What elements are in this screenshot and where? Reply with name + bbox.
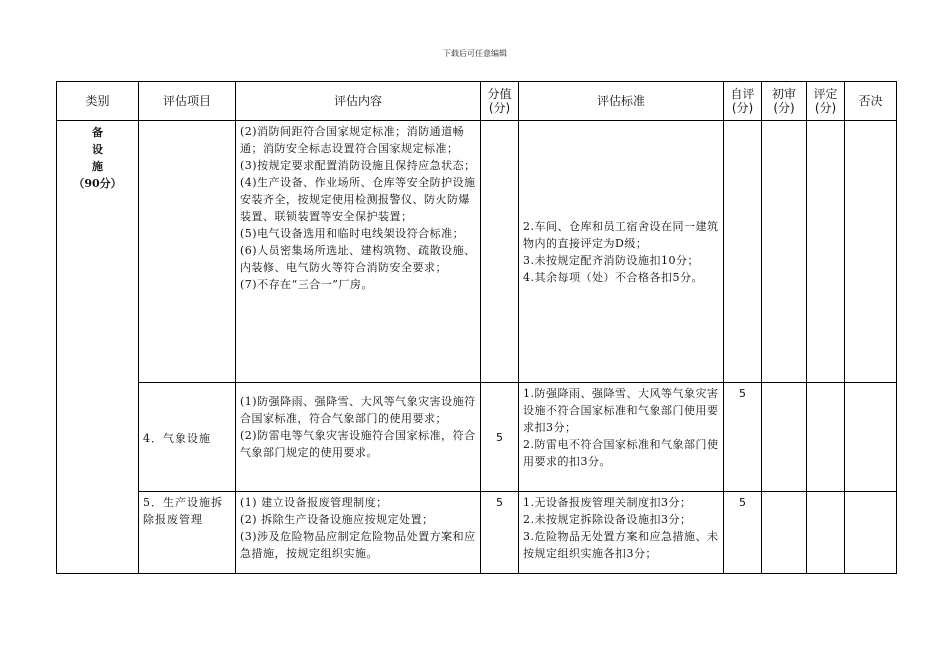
standard-cell [519,383,724,492]
standard-line: 4.其余每项（处）不合格各扣5分。 [523,270,703,284]
final-score-cell [807,492,845,574]
self-score-cell [724,121,762,383]
content-line: (1) 建立设备报废管理制度； [240,496,388,509]
item-cell: 5．生产设施拆除报废管理 [139,492,236,574]
header-self [724,82,762,121]
item-cell [139,121,236,383]
content-line: (3)按规定要求配置消防设施且保持应急状态； [240,159,476,172]
score-cell: 5 [481,492,519,574]
standard-line: 1.无设备报废管理关制度扣3分； [523,496,692,509]
standard-line: 3.未按规定配齐消防设施扣10分； [523,253,699,267]
header-standard: 评估标准 [519,82,724,121]
header-self-line2: (分) [731,101,754,115]
table-row [57,492,897,574]
content-cell [236,383,481,492]
content-line: (2) 拆除生产设备设施应按规定处置； [240,513,434,526]
category-line2: 设 [92,143,103,156]
final-score-cell [807,383,845,492]
header-initial-line1: 初审 [771,87,796,101]
header-self-line1: 自评 [730,87,755,101]
content-cell [236,492,481,574]
standard-line: 3.危险物品无处置方案和应急措施、未按规定组织实施各扣3分； [523,530,719,560]
veto-cell [845,492,897,574]
initial-score-cell [762,383,807,492]
content-line: (2)防雷电等气象灾害设施符合国家标准，符合气象部门规定的使用要求。 [240,429,476,459]
page-header-note: 下载后可任意编辑 [443,49,507,58]
header-initial [762,82,807,121]
content-cell [236,121,481,383]
header-item: 评估项目 [139,82,236,121]
category-line3: 施 [92,160,103,173]
content-line: (3)涉及危险物品应制定危险物品处置方案和应急措施，按规定组织实施。 [240,530,476,560]
score-cell [481,121,519,383]
content-line: (2)消防间距符合国家规定标准；消防通道畅通；消防安全标志设置符合国家规定标准； [240,125,465,155]
assessment-table [56,81,897,574]
self-score-cell: 5 [724,383,762,492]
category-line4: （90分） [73,177,122,190]
table-row [57,383,897,492]
header-final-line2: (分) [814,101,837,115]
score-cell: 5 [481,383,519,492]
content-line: (5)电气设备选用和临时电线架设符合标准； [240,227,465,240]
initial-score-cell [762,492,807,574]
header-score [481,82,519,121]
standard-line: 2.未按规定拆除设备设施扣3分； [523,513,692,526]
veto-cell [845,383,897,492]
category-cell [57,121,139,574]
header-initial-line2: (分) [773,101,795,115]
header-content: 评估内容 [236,82,481,121]
content-line: (7)不存在“三合一”厂房。 [240,278,373,291]
table-row [57,121,897,383]
header-final [807,82,845,121]
standard-cell [519,121,724,383]
final-score-cell [807,121,845,383]
standard-line: 2.防雷电不符合国家标准和气象部门使用要求的扣3分。 [523,438,719,468]
category-line1: 备 [92,126,103,139]
header-final-line1: 评定 [813,87,838,101]
standard-line: 2.车间、仓库和员工宿舍设在同一建筑物内的直接评定为D级； [523,219,719,250]
veto-cell [845,121,897,383]
content-line: (4)生产设备、作业场所、仓库等安全防护设施安装齐全，按规定使用检测报警仪、防火防爆装置、联锁装置等安全保护装置； [240,176,476,223]
header-score-line2: (分) [488,101,511,115]
header-category: 类别 [57,82,139,121]
header-veto: 否决 [845,82,897,121]
item-cell: 4．气象设施 [139,383,236,492]
header-score-line1: 分值 [487,87,512,101]
self-score-cell: 5 [724,492,762,574]
content-line: (1)防强降雨、强降雪、大风等气象灾害设施符合国家标准，符合气象部门的使用要求； [240,395,476,425]
content-line: (6)人员密集场所选址、建构筑物、疏散设施、内装修、电气防火等符合消防安全要求； [240,244,476,274]
standard-line: 1.防强降雨、强降雪、大风等气象灾害设施不符合国家标准和气象部门使用要求扣3分； [523,387,719,434]
standard-cell [519,492,724,574]
initial-score-cell [762,121,807,383]
table-header-row [57,82,897,121]
